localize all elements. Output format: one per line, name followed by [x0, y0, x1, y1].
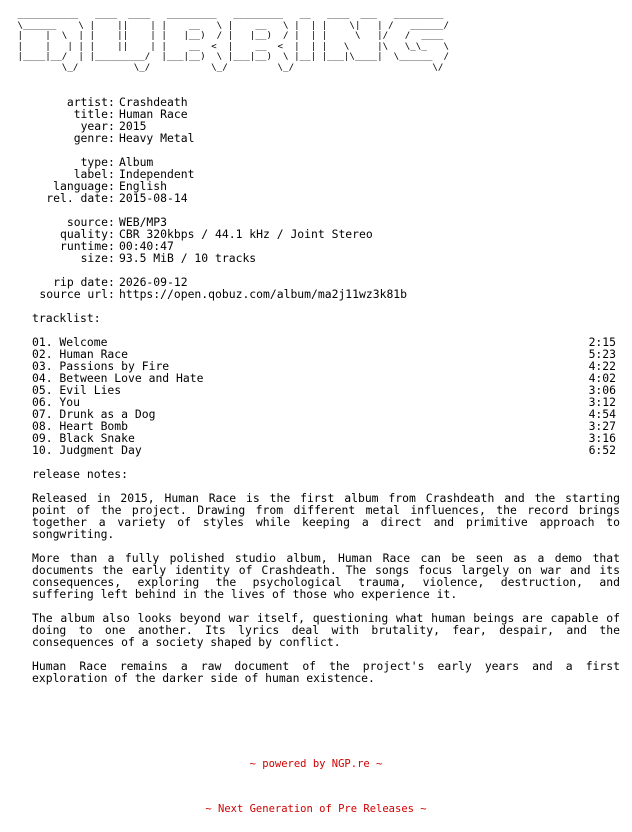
track-duration: 3:16 [588, 431, 616, 445]
track-title: 10. Judgment Day [32, 443, 142, 457]
rip-date-value: 2026-09-12 [119, 275, 188, 289]
genre-key: genre [73, 131, 108, 145]
type-key: type [80, 155, 108, 169]
source-url-link[interactable]: https://open.qobuz.com/album/ma2j11wz3k81b [119, 287, 408, 301]
runtime-key: runtime [59, 239, 108, 253]
track-duration: 4:02 [588, 371, 616, 385]
artist-value: Crashdeath [119, 95, 188, 109]
track-title: 01. Welcome [32, 335, 108, 349]
track-row [32, 384, 616, 396]
quality-row: quality : CBR 320kbps / 44.1 kHz / Joint Stereo [18, 228, 407, 240]
track-row [32, 444, 616, 456]
source-value: WEB/MP3 [119, 215, 168, 229]
runtime-value: 00:40:47 [119, 239, 174, 253]
release-info-block [18, 96, 407, 300]
rip-date-key: rip date [53, 275, 108, 289]
track-title: 04. Between Love and Hate [32, 371, 204, 385]
label-row: label : Independent [18, 168, 407, 180]
language-row: language : English [18, 180, 407, 192]
quality-key: quality [59, 227, 108, 241]
artist-row: artist : Crashdeath [18, 96, 407, 108]
label-value: Independent [119, 167, 195, 181]
title-row: title : Human Race [18, 108, 407, 120]
track-title: 08. Heart Bomb [32, 419, 129, 433]
year-key: year [80, 119, 108, 133]
track-duration: 3:06 [588, 383, 616, 397]
release-notes-heading: release notes: [32, 467, 129, 481]
size-value: 93.5 MiB / 10 tracks [119, 251, 257, 265]
track-duration: 4:22 [588, 359, 616, 373]
source-row: source : WEB/MP3 [18, 216, 407, 228]
notes-paragraph: The album also looks beyond war itself, questioning what human beings are capable of doing to one another. Its lyrics deal with brutality, fear, despair, and the consequences of a society shaped by conflict. [32, 611, 620, 649]
language-key: language [53, 179, 108, 193]
release-date-row: rel. date : 2015-08-14 [18, 192, 407, 204]
track-title: 07. Drunk as a Dog [32, 407, 156, 421]
source-url-row: source url : https://open.qobuz.com/album/ma2j11wz3k81b [18, 288, 407, 300]
genre-value: Heavy Metal [119, 131, 195, 145]
track-duration: 3:12 [588, 395, 616, 409]
source-url-key: source url [39, 287, 108, 301]
footer-tagline: ~ Next Generation of Pre Releases ~ [205, 803, 427, 815]
language-value: English [119, 179, 168, 193]
notes-paragraph: Released in 2015, Human Race is the first album from Crashdeath and the starting point of the project. Drawing from different metal influences, the record brings together a variety of styles while keeping a direct and primitive approach to songwriting. [32, 491, 620, 541]
quality-value: CBR 320kbps / 44.1 kHz / Joint Stereo [119, 227, 373, 241]
notes-paragraph: Human Race remains a raw document of the project's early years and a first exploration of the darker side of human existence. [32, 659, 620, 685]
label-key: label [73, 167, 108, 181]
track-duration: 5:23 [588, 347, 616, 361]
source-key: source [66, 215, 108, 229]
genre-row: genre : Heavy Metal [18, 132, 407, 144]
tracklist-heading: tracklist: [32, 311, 101, 325]
track-duration: 3:27 [588, 419, 616, 433]
release-notes [32, 492, 620, 696]
track-title: 05. Evil Lies [32, 383, 122, 397]
title-value: Human Race [119, 107, 188, 121]
type-row: type : Album [18, 156, 407, 168]
year-row: year : 2015 [18, 120, 407, 132]
ascii-banner-art: ___________ ____ ____ _________ _________ __ ____ ___ _________ \______ \ | || | | __ \ | __ \ | | | \| | / ______/ | | \ | | || | | |__) / | |__) / | | | \ |/ / ____ | | | | | || | | __ < | __ < | | | \ |\ \_\_ \ |____|__/ | |_________/ |___|__) \ |___|__) \ |__| |___|\____| \______ / \_/ \_/ \_/ \_/ \/ [17, 9, 449, 73]
rip-date-row: rip date : 2026-09-12 [18, 276, 407, 288]
track-duration: 2:15 [588, 335, 616, 349]
size-row: size : 93.5 MiB / 10 tracks [18, 252, 407, 264]
title-key: title [73, 107, 108, 121]
notes-paragraph: More than a fully polished studio album, Human Race can be seen as a demo that documents the early identity of Crashdeath. The songs focus largely on war and its consequences, exploring the psychological trauma, violence, destruction, and suffering left behind in the lives of those who experience it. [32, 551, 620, 601]
year-value: 2015 [119, 119, 147, 133]
track-title: 09. Black Snake [32, 431, 135, 445]
footer-powered-by[interactable]: ~ powered by NGP.re ~ [249, 758, 383, 770]
tracklist [32, 336, 616, 456]
release-date-key: rel. date [46, 191, 108, 205]
track-title: 03. Passions by Fire [32, 359, 170, 373]
artist-key: artist [66, 95, 108, 109]
track-title: 02. Human Race [32, 347, 129, 361]
track-duration: 6:52 [588, 443, 616, 457]
runtime-row: runtime : 00:40:47 [18, 240, 407, 252]
track-title: 06. You [32, 395, 81, 409]
type-value: Album [119, 155, 154, 169]
size-key: size [80, 251, 108, 265]
release-date-value: 2015-08-14 [119, 191, 188, 205]
ascii-banner-logo [12, 10, 620, 84]
track-duration: 4:54 [588, 407, 616, 421]
